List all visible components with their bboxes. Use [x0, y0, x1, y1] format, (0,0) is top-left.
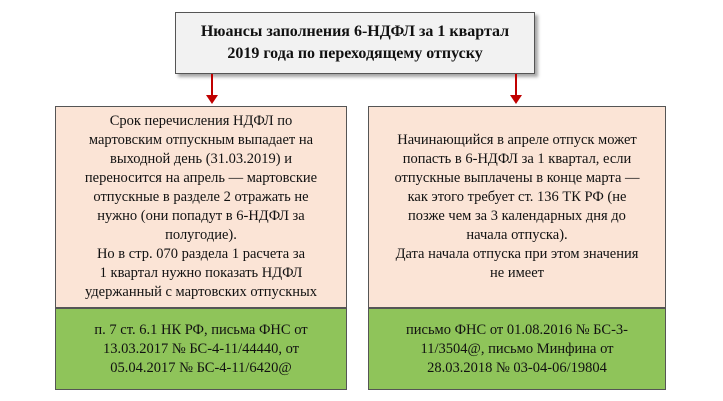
arrow-down-icon: [211, 74, 213, 96]
right-rule-box: [368, 106, 666, 308]
arrow-down-icon: [515, 74, 517, 96]
left-source-text: п. 7 ст. 6.1 НК РФ, письма ФНС от 13.03.2017 № БС-4-11/44440, от 05.04.2017 № БС-4-11/6420@: [94, 321, 308, 376]
right-rule-text: Начинающийся в апреле отпуск может попасть в 6-НДФЛ за 1 квартал, если отпускные выплачены в конце марта — как этого требует ст. 136 ТК РФ (не позже чем за 3 календарных дня до начала отпуска). Дата начала отпуска при этом значения не имеет: [394, 132, 640, 281]
diagram-title-box: [175, 12, 535, 74]
right-source-box: [368, 308, 666, 390]
left-source-box: [55, 308, 347, 390]
diagram-title: Нюансы заполнения 6-НДФЛ за 1 квартал 2019 года по переходящему отпуску: [200, 23, 510, 62]
left-rule-text: Срок перечисления НДФЛ по мартовским отпускным выпадает на выходной день (31.03.2019) и переносится на апрель — мартовские отпускные в разделе 2 отражать не нужно (они попадут в 6-НДФЛ за полугодие). Но в стр. 070 раздела 1 расчета за 1 квартал нужно показать НДФЛ удержанный с мартовских отпускных: [84, 113, 318, 300]
right-source-text: письмо ФНС от 01.08.2016 № БС-3- 11/3504@, письмо Минфина от 28.03.2018 № 03-04-06/19804: [405, 321, 628, 376]
left-rule-box: [55, 106, 347, 308]
